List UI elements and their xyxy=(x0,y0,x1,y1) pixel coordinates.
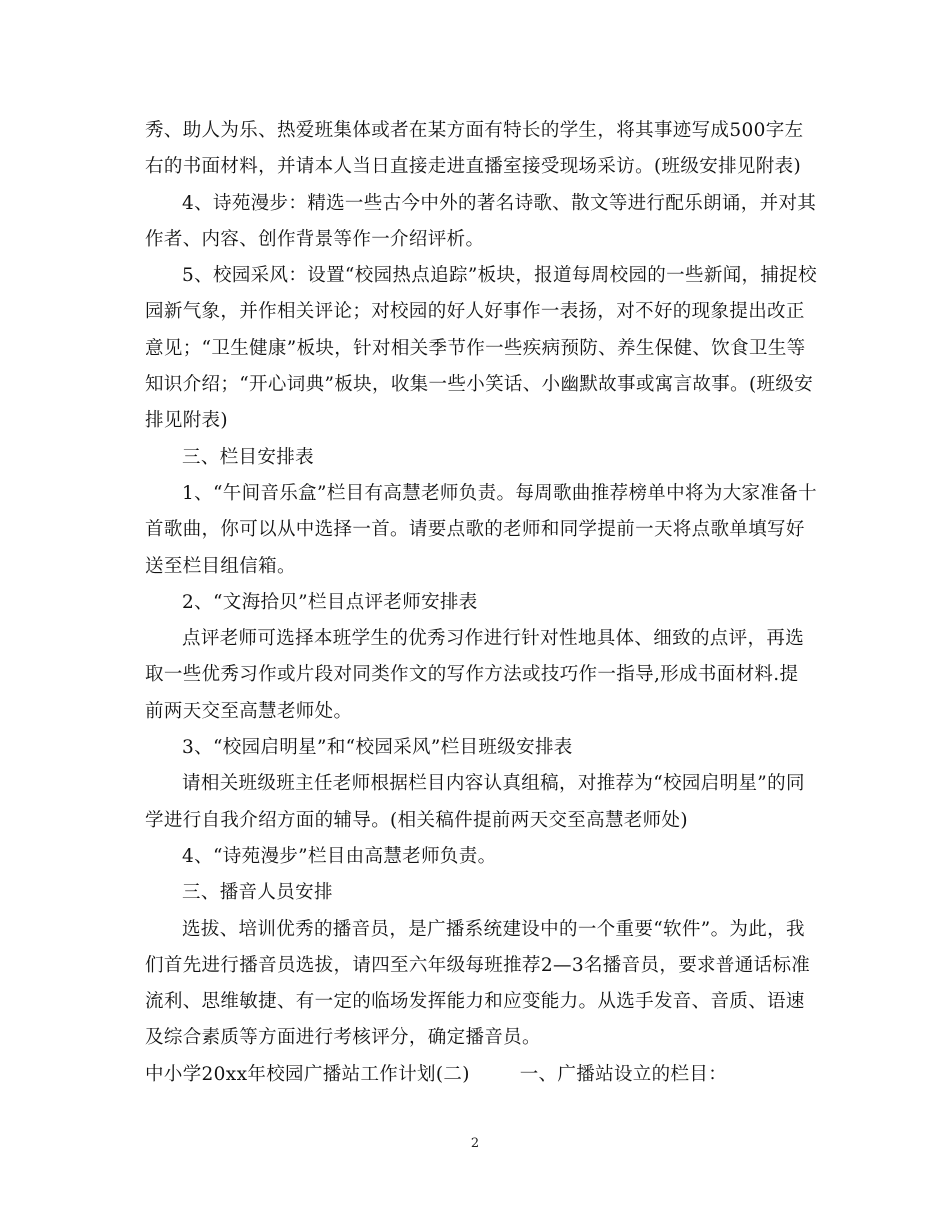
text-line: 流利、思维敏捷、有一定的临场发挥能力和应变能力。从选手发音、音质、语速 xyxy=(145,991,805,1013)
text-line: 园新气象，并作相关评论；对校园的好人好事作一表扬，对不好的现象提出改正 xyxy=(145,301,805,323)
paragraph-first-line: 请相关班级班主任老师根据栏目内容认真组稿，对推荐为“校园启明星”的同 xyxy=(182,773,805,795)
subheading: 3、“校园启明星”和“校园采风”栏目班级安排表 xyxy=(182,737,573,759)
text-line: 学进行自我介绍方面的辅导。(相关稿件提前两天交至高慧老师处) xyxy=(145,809,688,831)
next-section-title-line: 中小学20xx年校园广播站工作计划(二) 一、广播站设立的栏目： xyxy=(145,1063,728,1085)
paragraph-first-line: 4、诗苑漫步：精选一些古今中外的著名诗歌、散文等进行配乐朗诵，并对其 xyxy=(182,192,817,214)
text-line: 作者、内容、创作背景等作一介绍评析。 xyxy=(145,228,485,250)
paragraph-first-line: 1、“午间音乐盒”栏目有高慧老师负责。每周歌曲推荐榜单中将为大家准备十 xyxy=(182,482,817,504)
text-line: 前两天交至高慧老师处。 xyxy=(145,700,353,722)
text-line: 首歌曲，你可以从中选择一首。请要点歌的老师和同学提前一天将点歌单填写好 xyxy=(145,519,805,541)
text-line: 知识介绍；“开心词典”板块，收集一些小笑话、小幽默故事或寓言故事。(班级安 xyxy=(145,374,814,396)
text-line: 送至栏目组信箱。 xyxy=(145,555,296,577)
section-heading: 三、栏目安排表 xyxy=(182,446,314,468)
page-number: 2 xyxy=(470,1136,480,1151)
section-heading: 三、播音人员安排 xyxy=(182,882,333,904)
text-line: 们首先进行播音员选拔，请四至六年级每班推荐2—3名播音员，要求普通话标准 xyxy=(145,954,811,976)
subheading: 2、“文海拾贝”栏目点评老师安排表 xyxy=(182,591,478,613)
text-line: 取一些优秀习作或片段对同类作文的写作方法或技巧作一指导,形成书面材料.提 xyxy=(145,664,799,686)
text-line: 及综合素质等方面进行考核评分，确定播音员。 xyxy=(145,1027,541,1049)
text-line: 右的书面材料，并请本人当日直接走进直播室接受现场采访。(班级安排见附表) xyxy=(145,156,802,178)
paragraph-first-line: 5、校园采风：设置“校园热点追踪”板块，报道每周校园的一些新闻，捕捉校 xyxy=(182,265,817,287)
paragraph-first-line: 点评老师可选择本班学生的优秀习作进行针对性地具体、细致的点评，再选 xyxy=(182,628,805,650)
paragraph-first-line: 4、“诗苑漫步”栏目由高慧老师负责。 xyxy=(182,845,497,867)
text-line: 意见；“卫生健康”板块，针对相关季节作一些疾病预防、养生保健、饮食卫生等 xyxy=(145,337,806,359)
text-line: 秀、助人为乐、热爱班集体或者在某方面有特长的学生，将其事迹写成500字左 xyxy=(145,120,804,141)
text-line: 排见附表) xyxy=(145,410,228,432)
paragraph-first-line: 选拔、培训优秀的播音员，是广播系统建设中的一个重要“软件”。为此，我 xyxy=(182,918,805,940)
document-body xyxy=(145,113,817,1093)
